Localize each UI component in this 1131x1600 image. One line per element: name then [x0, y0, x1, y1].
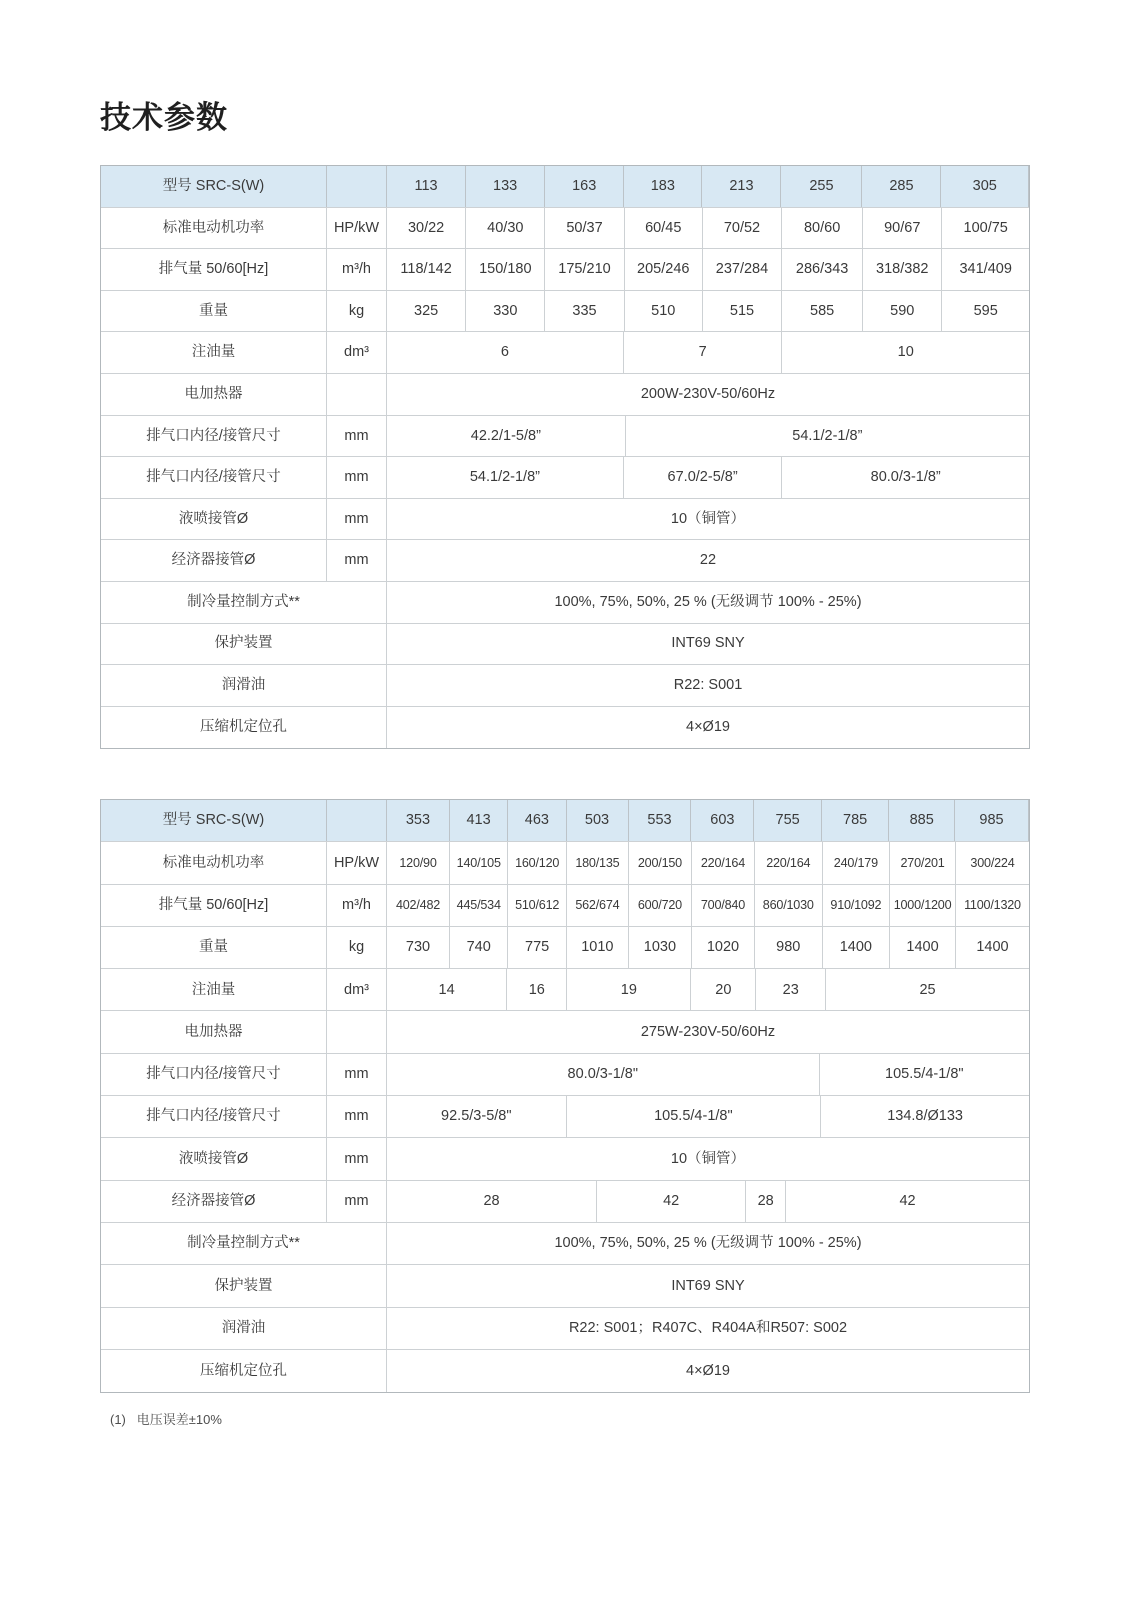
spec-cell: 80/60 [782, 208, 863, 249]
row-unit: dm³ [327, 332, 387, 373]
spec-cell: 860/1030 [755, 885, 823, 926]
spec-cell: 10 [897, 344, 914, 361]
row-unit: dm³ [327, 969, 387, 1010]
row-values [387, 885, 1029, 926]
spec-cell: 54.1/2-1/8” [387, 457, 624, 498]
row-label: 排气口内径/接管尺寸 [101, 1096, 327, 1137]
spec-cell: 70/52 [703, 208, 782, 249]
table-row [101, 457, 1029, 499]
row-values [387, 416, 1029, 457]
row-label: 注油量 [101, 332, 327, 373]
spec-cell: 118/142 [387, 249, 466, 290]
spec-cell: 305 [941, 166, 1029, 207]
table-row [101, 1350, 1029, 1392]
spec-cell: 515 [703, 291, 782, 332]
spec-cell: 30/22 [387, 208, 466, 249]
row-label: 制冷量控制方式** [101, 582, 387, 623]
spec-cell: 1400 [823, 927, 891, 968]
spec-cell: 7 [624, 332, 783, 373]
row-values [387, 499, 1029, 540]
row-values [387, 1138, 1029, 1179]
row-values [387, 540, 1029, 581]
spec-cell: 1010 [567, 927, 629, 968]
row-values [387, 624, 1029, 665]
spec-cell: 503 [567, 800, 629, 841]
table-row [101, 1308, 1029, 1350]
spec-cell: 980 [755, 927, 823, 968]
spec-cell: 105.5/4-1/8" [567, 1096, 822, 1137]
row-label: 压缩机定位孔 [101, 1350, 387, 1392]
row-label: 注油量 [101, 969, 327, 1010]
row-label: 制冷量控制方式** [101, 1223, 387, 1264]
table-row [101, 208, 1029, 250]
row-label: 标准电动机功率 [101, 842, 327, 883]
spec-cell: 562/674 [567, 885, 629, 926]
spec-cell: 1400 [976, 939, 1009, 956]
row-values [387, 1096, 1029, 1137]
row-values [387, 707, 1029, 749]
spec-cell: 240/179 [823, 842, 891, 883]
row-label: 型号 SRC-S(W) [101, 166, 327, 207]
row-unit: mm [327, 1054, 387, 1095]
spec-cell: 105.5/4-1/8" [885, 1066, 964, 1083]
spec-cell: 1400 [890, 927, 956, 968]
row-label: 润滑油 [101, 1308, 387, 1349]
spec-cell: 160/120 [508, 842, 566, 883]
spec-cell: 353 [387, 800, 450, 841]
row-values [387, 332, 1029, 373]
table-row [101, 1265, 1029, 1307]
row-values [387, 582, 1029, 623]
spec-cell: INT69 SNY [671, 635, 745, 652]
row-label: 保护装置 [101, 624, 387, 665]
spec-cell: 25 [919, 981, 936, 998]
row-unit: mm [327, 416, 387, 457]
spec-cell: 42 [597, 1181, 746, 1222]
row-label: 电加热器 [101, 374, 327, 415]
spec-cell: 213 [702, 166, 781, 207]
row-label: 标准电动机功率 [101, 208, 327, 249]
row-label: 排气量 50/60[Hz] [101, 249, 327, 290]
row-label: 经济器接管Ø [101, 1181, 327, 1222]
spec-table-2 [100, 799, 1030, 1393]
row-unit: mm [327, 457, 387, 498]
spec-cell: 200/150 [629, 842, 692, 883]
row-values [387, 1181, 1029, 1222]
row-label: 型号 SRC-S(W) [101, 800, 327, 841]
spec-cell: R22: S001；R407C、R404A和R507: S002 [568, 1319, 848, 1336]
spec-cell: 585 [782, 291, 863, 332]
spec-cell: 80.0/3-1/8" [387, 1054, 820, 1095]
spec-cell: 175/210 [545, 249, 624, 290]
row-values [387, 291, 1029, 332]
spec-cell: 220/164 [755, 842, 823, 883]
row-values [387, 969, 1029, 1010]
table-row [101, 374, 1029, 416]
row-unit: HP/kW [327, 208, 387, 249]
spec-cell: 285 [862, 166, 941, 207]
spec-cell: 163 [545, 166, 624, 207]
spec-cell: 553 [629, 800, 692, 841]
spec-cell: 595 [973, 302, 998, 319]
row-unit: m³/h [327, 885, 387, 926]
spec-cell: 300/224 [970, 855, 1015, 870]
spec-cell: INT69 SNY [671, 1277, 745, 1294]
spec-cell: 510 [625, 291, 703, 332]
row-values [387, 1350, 1029, 1392]
spec-cell: 6 [387, 332, 624, 373]
row-label: 液喷接管Ø [101, 1138, 327, 1179]
table-row [101, 969, 1029, 1011]
table-row [101, 249, 1029, 291]
row-unit: kg [327, 291, 387, 332]
row-unit: HP/kW [327, 842, 387, 883]
spec-cell: 255 [781, 166, 862, 207]
spec-cell: 205/246 [625, 249, 703, 290]
table-row [101, 582, 1029, 624]
row-values [387, 927, 1029, 968]
spec-cell: 67.0/2-5/8” [624, 457, 783, 498]
spec-cell: 100%, 75%, 50%, 25 % (无级调节 100% - 25%) [554, 1235, 862, 1252]
spec-cell: 54.1/2-1/8” [792, 427, 863, 444]
spec-cell: 80.0/3-1/8” [870, 469, 941, 486]
spec-cell: 10（铜管） [670, 510, 746, 527]
table-row [101, 707, 1029, 749]
row-values [387, 457, 1029, 498]
spec-cell: 140/105 [450, 842, 508, 883]
spec-cell: 775 [508, 927, 566, 968]
spec-cell: 120/90 [387, 842, 450, 883]
table-row [101, 885, 1029, 927]
spec-cell: 180/135 [567, 842, 629, 883]
row-label: 润滑油 [101, 665, 387, 706]
spec-cell: 885 [889, 800, 955, 841]
row-unit: m³/h [327, 249, 387, 290]
spec-cell: 42.2/1-5/8” [387, 416, 626, 457]
table-header-row [101, 800, 1029, 842]
table-row [101, 665, 1029, 707]
table-row [101, 927, 1029, 969]
spec-cell: 4×Ø19 [686, 719, 730, 736]
spec-cell: 335 [545, 291, 624, 332]
row-label: 重量 [101, 291, 327, 332]
row-values [387, 208, 1029, 249]
row-unit [327, 1011, 387, 1052]
table-row [101, 1054, 1029, 1096]
spec-cell: 330 [466, 291, 545, 332]
spec-cell: 14 [387, 969, 507, 1010]
spec-cell: 100/75 [963, 219, 1008, 236]
spec-cell: 700/840 [692, 885, 755, 926]
table-row [101, 416, 1029, 458]
spec-cell: 4×Ø19 [686, 1362, 730, 1379]
table-row [101, 332, 1029, 374]
table-row [101, 1181, 1029, 1223]
spec-cell: 402/482 [387, 885, 450, 926]
row-label: 经济器接管Ø [101, 540, 327, 581]
row-unit [327, 800, 387, 841]
spec-table-1 [100, 165, 1030, 749]
spec-cell: 237/284 [703, 249, 782, 290]
row-unit: mm [327, 1138, 387, 1179]
row-values [387, 374, 1029, 415]
spec-cell: 134.8/Ø133 [887, 1108, 963, 1125]
row-unit: mm [327, 499, 387, 540]
spec-cell: 985 [955, 800, 1029, 841]
row-unit: kg [327, 927, 387, 968]
row-values [387, 1054, 1029, 1095]
table-row [101, 624, 1029, 666]
spec-cell: 275W-230V-50/60Hz [640, 1023, 776, 1040]
row-label: 排气口内径/接管尺寸 [101, 457, 327, 498]
table-row [101, 291, 1029, 333]
spec-cell: R22: S001 [673, 677, 743, 694]
row-label: 保护装置 [101, 1265, 387, 1306]
table-header-row [101, 166, 1029, 208]
table-row [101, 842, 1029, 884]
spec-cell: 740 [450, 927, 508, 968]
table-row [101, 1138, 1029, 1180]
spec-cell: 20 [691, 969, 756, 1010]
row-unit: mm [327, 540, 387, 581]
row-label: 排气量 50/60[Hz] [101, 885, 327, 926]
spec-cell: 42 [899, 1192, 916, 1209]
spec-cell: 23 [756, 969, 826, 1010]
table-row [101, 1096, 1029, 1138]
spec-cell: 785 [822, 800, 890, 841]
spec-cell: 28 [387, 1181, 597, 1222]
spec-cell: 40/30 [466, 208, 545, 249]
spec-cell: 510/612 [508, 885, 566, 926]
spec-cell: 183 [624, 166, 702, 207]
spec-cell: 50/37 [545, 208, 624, 249]
spec-cell: 341/409 [959, 261, 1012, 278]
spec-cell: 270/201 [890, 842, 956, 883]
row-label: 压缩机定位孔 [101, 707, 387, 749]
spec-cell: 220/164 [692, 842, 755, 883]
spec-cell: 200W-230V-50/60Hz [640, 385, 776, 402]
spec-cell: 463 [508, 800, 566, 841]
spec-cell: 113 [387, 166, 466, 207]
row-unit [327, 374, 387, 415]
row-unit: mm [327, 1096, 387, 1137]
spec-cell: 1020 [692, 927, 755, 968]
spec-cell: 92.5/3-5/8" [387, 1096, 567, 1137]
spec-cell: 10（铜管） [670, 1150, 746, 1167]
row-values [387, 1011, 1029, 1052]
spec-cell: 590 [863, 291, 942, 332]
row-values [387, 800, 1029, 841]
spec-cell: 325 [387, 291, 466, 332]
row-label: 排气口内径/接管尺寸 [101, 1054, 327, 1095]
spec-cell: 1030 [629, 927, 692, 968]
spec-cell: 150/180 [466, 249, 545, 290]
spec-cell: 28 [746, 1181, 786, 1222]
spec-cell: 286/343 [782, 249, 863, 290]
footnote: (1) 电压误差±10% [110, 1412, 222, 1427]
row-values [387, 665, 1029, 706]
row-label: 电加热器 [101, 1011, 327, 1052]
table-row [101, 540, 1029, 582]
table-row [101, 1011, 1029, 1053]
row-label: 液喷接管Ø [101, 499, 327, 540]
page-title: 技术参数 [100, 100, 228, 135]
row-label: 重量 [101, 927, 327, 968]
row-values [387, 1223, 1029, 1264]
spec-cell: 1100/1320 [964, 898, 1021, 912]
row-values [387, 842, 1029, 883]
spec-cell: 133 [466, 166, 545, 207]
spec-cell: 318/382 [863, 249, 942, 290]
spec-cell: 22 [699, 552, 717, 569]
spec-cell: 600/720 [629, 885, 692, 926]
spec-cell: 445/534 [450, 885, 508, 926]
spec-cell: 19 [567, 969, 691, 1010]
row-values [387, 166, 1029, 207]
row-label: 排气口内径/接管尺寸 [101, 416, 327, 457]
spec-cell: 16 [507, 969, 567, 1010]
spec-cell: 603 [691, 800, 754, 841]
table-row [101, 1223, 1029, 1265]
spec-cell: 1000/1200 [890, 885, 956, 926]
row-values [387, 1308, 1029, 1349]
row-unit: mm [327, 1181, 387, 1222]
row-unit [327, 166, 387, 207]
spec-cell: 730 [387, 927, 450, 968]
spec-cell: 90/67 [863, 208, 942, 249]
spec-cell: 60/45 [625, 208, 703, 249]
row-values [387, 1265, 1029, 1306]
row-values [387, 249, 1029, 290]
spec-cell: 755 [754, 800, 822, 841]
spec-cell: 100%, 75%, 50%, 25 % (无级调节 100% - 25%) [554, 593, 862, 610]
table-row [101, 499, 1029, 541]
spec-cell: 910/1092 [823, 885, 891, 926]
spec-cell: 413 [450, 800, 508, 841]
